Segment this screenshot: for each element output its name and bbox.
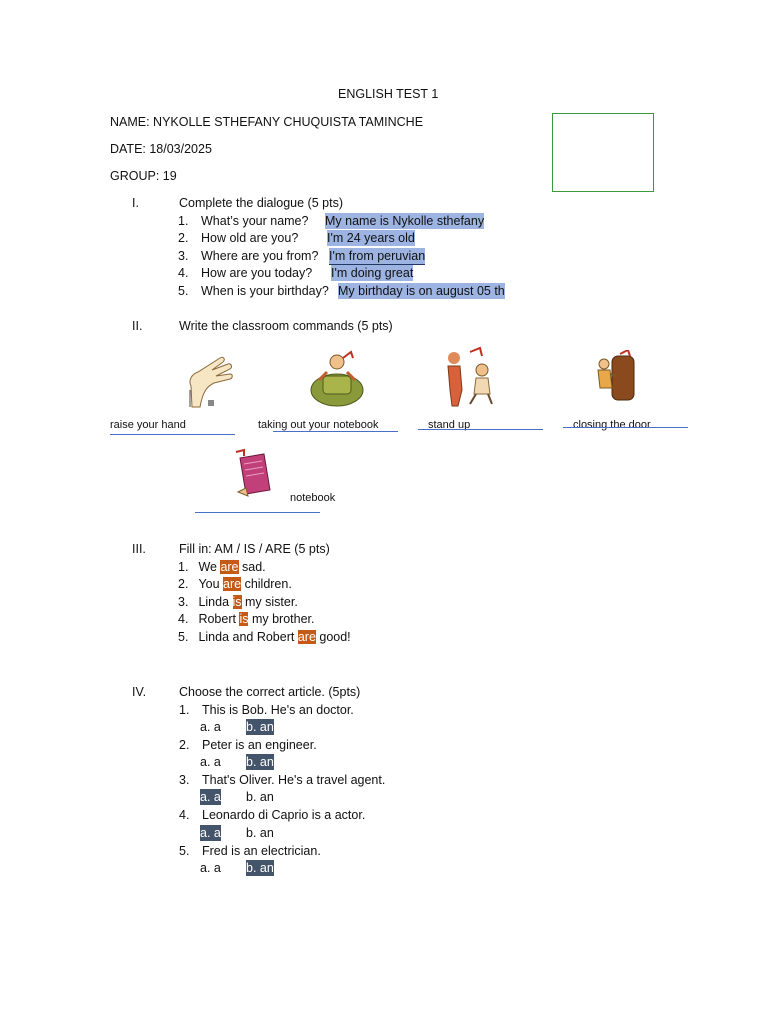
notebook-picture [232, 448, 276, 498]
command-answer: taking out your notebook [258, 419, 379, 431]
photo-box [552, 113, 654, 192]
fill-in-item [178, 559, 266, 575]
dialogue-question: Where are you from? [201, 249, 319, 263]
dialogue-answer: I'm from peruvian [329, 249, 426, 263]
option-a: a. a [200, 720, 221, 734]
question-text: Leonardo di Caprio is a actor. [202, 808, 366, 822]
section-4-heading: Choose the correct article. (5pts) [179, 685, 361, 699]
item-number: 4. [178, 612, 189, 626]
sentence-start: You [198, 577, 224, 591]
item-number: 1. [178, 560, 189, 574]
take-out-notebook-picture [305, 350, 369, 408]
fill-in-item [178, 576, 292, 592]
option-b: b. an [246, 790, 274, 804]
item-number: 2. [179, 738, 190, 752]
answer-line [273, 431, 398, 432]
answer-line [110, 434, 235, 435]
option-b: b. an [246, 861, 274, 875]
command-answer: notebook [290, 492, 336, 504]
verb-answer: are [223, 577, 242, 591]
close-door-picture [594, 350, 638, 402]
dialogue-answer: I'm doing great [331, 266, 414, 280]
stand-up-picture [440, 346, 498, 408]
question-text: That's Oliver. He's a travel agent. [202, 773, 386, 787]
verb-answer: are [297, 630, 316, 644]
item-number: 5. [179, 844, 190, 858]
sentence-start: Linda [198, 595, 233, 609]
sentence-end: my brother. [248, 612, 315, 626]
fill-in-item [178, 629, 351, 645]
option-a: a. a [200, 861, 221, 875]
sentence-end: sad. [238, 560, 266, 574]
section-3-heading: Fill in: AM / IS / ARE (5 pts) [179, 542, 330, 556]
verb-answer: is [232, 595, 242, 609]
answer-line [195, 512, 320, 513]
section-4-numeral: IV. [132, 685, 147, 699]
option-a: a. a [200, 790, 221, 804]
student-name: NAME: NYKOLLE STHEFANY CHUQUISTA TAMINCHE [110, 115, 424, 129]
question-text: Peter is an engineer. [202, 738, 317, 752]
answer-line [563, 427, 688, 428]
group-number: GROUP: 19 [110, 169, 177, 183]
command-answer: raise your hand [110, 419, 186, 431]
section-1-numeral: I. [132, 196, 139, 210]
command-answer: stand up [428, 419, 471, 431]
item-number: 1. [179, 703, 190, 717]
item-number: 2. [178, 577, 189, 591]
sentence-end: children. [241, 577, 292, 591]
fill-in-item [178, 611, 314, 627]
fill-in-item [178, 594, 298, 610]
sentence-start: Robert [198, 612, 240, 626]
option-b: b. an [246, 755, 274, 769]
dialogue-question: When is your birthday? [201, 284, 329, 298]
question-text: This is Bob. He's an doctor. [202, 703, 354, 717]
item-number: 2. [178, 231, 189, 245]
item-number: 4. [178, 266, 189, 280]
dialogue-question: How old are you? [201, 231, 299, 245]
answer-line [418, 429, 543, 430]
item-number: 5. [178, 630, 189, 644]
item-number: 1. [178, 214, 189, 228]
section-1-heading: Complete the dialogue (5 pts) [179, 196, 343, 210]
sentence-start: We [198, 560, 221, 574]
test-title: ENGLISH TEST 1 [338, 87, 439, 101]
dialogue-answer: My name is Nykolle sthefany [325, 214, 485, 228]
sentence-end: my sister. [241, 595, 298, 609]
option-b: b. an [246, 720, 274, 734]
raised-hand-picture [178, 350, 234, 408]
verb-answer: are [220, 560, 239, 574]
item-number: 3. [178, 595, 189, 609]
item-number: 3. [178, 249, 189, 263]
section-2-numeral: II. [132, 319, 143, 333]
item-number: 3. [179, 773, 190, 787]
section-3-numeral: III. [132, 542, 146, 556]
option-b: b. an [246, 826, 274, 840]
item-number: 4. [179, 808, 190, 822]
option-a: a. a [200, 755, 221, 769]
item-number: 5. [178, 284, 189, 298]
dialogue-answer: I'm 24 years old [327, 231, 415, 245]
dialogue-question: How are you today? [201, 266, 313, 280]
command-answer: closing the door [573, 419, 651, 431]
dialogue-question: What’s your name? [201, 214, 309, 228]
test-date: DATE: 18/03/2025 [110, 142, 212, 156]
dialogue-answer: My birthday is on august 05 th [338, 284, 505, 298]
verb-answer: is [239, 612, 249, 626]
question-text: Fred is an electrician. [202, 844, 321, 858]
sentence-end: good! [315, 630, 351, 644]
section-2-heading: Write the classroom commands (5 pts) [179, 319, 393, 333]
option-a: a. a [200, 826, 221, 840]
sentence-start: Linda and Robert [198, 630, 298, 644]
